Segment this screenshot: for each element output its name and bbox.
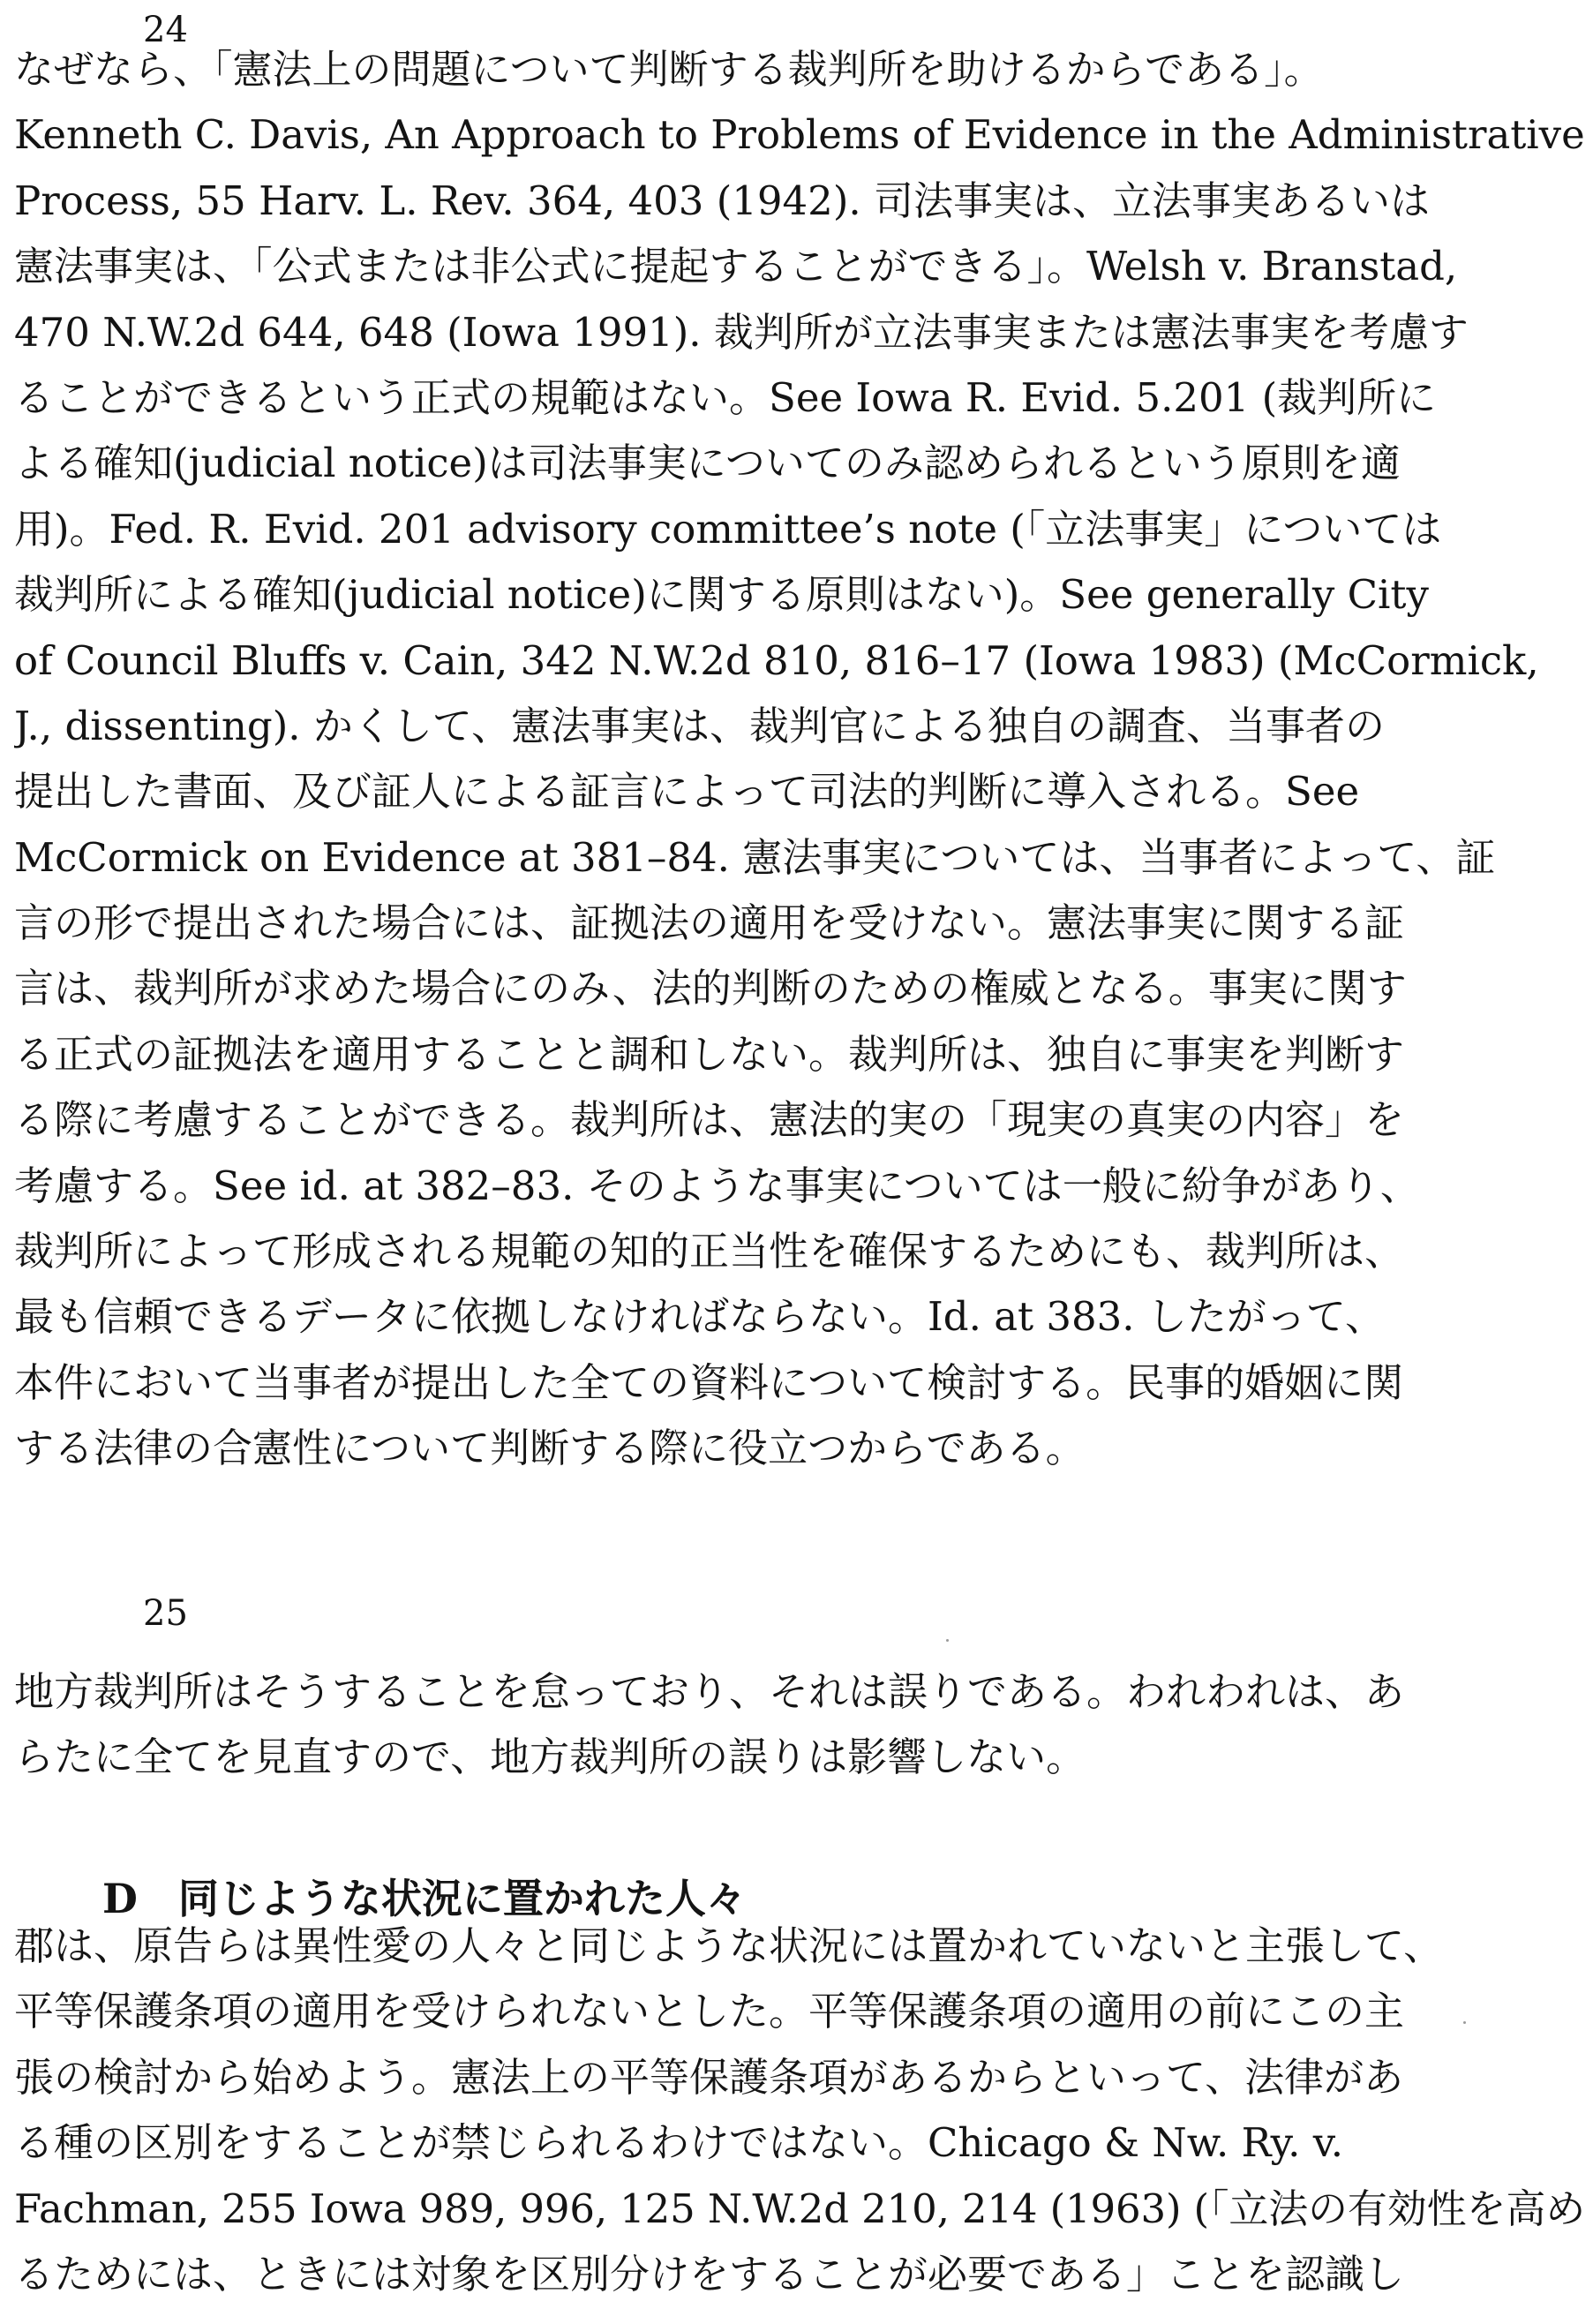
- text-line: Fachman, 255 Iowa 989, 996, 125 N.W.2d 210, 214 (1963) (「立法の有効性を高め: [14, 2185, 1585, 2232]
- text-line: 本件において当事者が提出した全ての資料について検討する。民事的婚姻に関: [14, 1358, 1404, 1406]
- section-heading: D 同じような状況に置かれた人々: [102, 1875, 747, 1922]
- text-line: 憲法事実は、「公式または非公式に提起することができる」。Welsh v. Branstad,: [14, 243, 1458, 290]
- text-line: ることができるという正式の規範はない。See Iowa R. Evid. 5.201 (裁判所に: [14, 373, 1437, 421]
- text-line: 平等保護条項の適用を受けられないとした。平等保護条項の適用の前にこの主: [14, 1988, 1405, 2035]
- text-line: 言は、裁判所が求めた場合にのみ、法的判断のための権威となる。事実に関す: [14, 965, 1407, 1012]
- text-line: 郡は、原告らは異性愛の人々と同じような状況には置かれていないと主張して、: [14, 1922, 1444, 1969]
- text-line: る正式の証拠法を適用することと調和しない。裁判所は、独自に事実を判断す: [14, 1030, 1405, 1078]
- text-line: 提出した書面、及び証人による証言によって司法的判断に導入される。See: [14, 768, 1360, 816]
- text-line: J., dissenting). かくして、憲法事実は、裁判官による独自の調査、当事者の: [14, 702, 1385, 749]
- text-line: よる確知(judicial notice)は司法事実についてのみ認められるという原則を適: [14, 440, 1401, 487]
- scan-speck: [946, 1639, 949, 1642]
- text-line: する法律の合憲性について判断する際に役立つからである。: [14, 1425, 1086, 1472]
- scan-speck: [1463, 2021, 1466, 2024]
- text-line: 用)。Fed. R. Evid. 201 advisory committee’s note (「立法事実」については: [14, 505, 1442, 553]
- text-line: るためには、ときには対象を区別分けをすることが必要である」ことを認識し: [14, 2250, 1405, 2298]
- text-line: る種の区別をすることが禁じられるわけではない。Chicago & Nw. Ry. v.: [14, 2119, 1344, 2167]
- text-line: 張の検討から始めよう。憲法上の平等保護条項があるからといって、法律があ: [14, 2053, 1404, 2101]
- text-line: of Council Bluffs v. Cain, 342 N.W.2d 810, 816–17 (Iowa 1983) (McCormick,: [14, 636, 1539, 684]
- text-line: Kenneth C. Davis, An Approach to Problems of Evidence in the Administrative: [14, 111, 1585, 159]
- text-line: 裁判所によって形成される規範の知的正当性を確保するためにも、裁判所は、: [14, 1228, 1405, 1275]
- text-line: Process, 55 Harv. L. Rev. 364, 403 (1942). 司法事実は、立法事実あるいは: [14, 177, 1430, 224]
- text-line: なぜなら、「憲法上の問題について判断する裁判所を助けるからである」。: [14, 46, 1324, 93]
- text-line: る際に考慮することができる。裁判所は、憲法的実の「現実の真実の内容」を: [14, 1096, 1405, 1144]
- text-line: 裁判所による確知(judicial notice)に関する原則はない)。See generally City: [14, 571, 1429, 619]
- text-line: 最も信頼できるデータに依拠しなければならない。Id. at 383. したがって、: [14, 1293, 1386, 1341]
- paragraph-number: 25: [143, 1593, 188, 1634]
- section-d-text: [14, 1914, 1585, 2307]
- paragraph-25-text: [14, 1659, 1585, 1791]
- paragraph-number: 24: [143, 10, 188, 50]
- text-line: 考慮する。See id. at 382–83. そのような事実については一般に紛争があり、: [14, 1162, 1420, 1209]
- text-line: 470 N.W.2d 644, 648 (Iowa 1991). 裁判所が立法事実または憲法事実を考慮す: [14, 308, 1469, 356]
- text-line: McCormick on Evidence at 381–84. 憲法事実については、当事者によって、証: [14, 833, 1496, 881]
- text-line: 地方裁判所はそうすることを怠っており、それは誤りである。われわれは、あ: [14, 1668, 1405, 1715]
- paragraph-24-text: [14, 37, 1585, 1482]
- text-line: らたに全てを見直すので、地方裁判所の誤りは影響しない。: [14, 1734, 1086, 1781]
- text-line: 言の形で提出された場合には、証拠法の適用を受けない。憲法事実に関する証: [14, 899, 1405, 947]
